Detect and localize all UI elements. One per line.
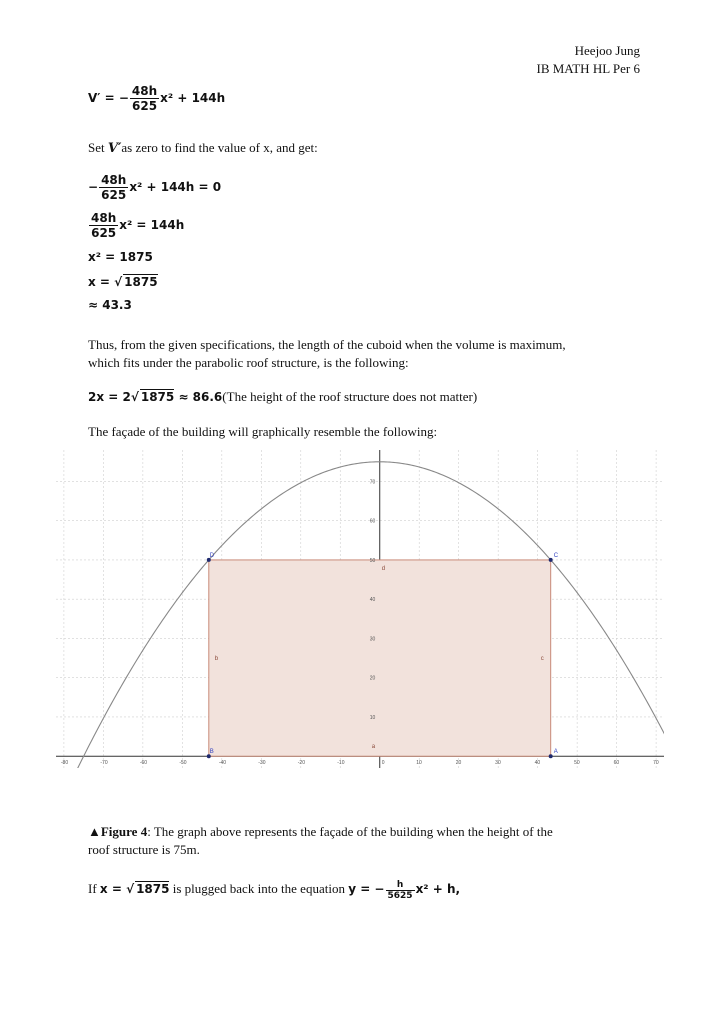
segment-label-a: a — [371, 744, 376, 751]
para-if-fraction — [386, 880, 415, 901]
figure-caption-line-1 — [88, 823, 553, 841]
eq-step2-fraction — [89, 211, 118, 240]
y-tick-label: 10 — [369, 714, 376, 721]
eq-step1-fraction — [99, 173, 128, 202]
x-tick-label: 70 — [653, 760, 659, 767]
paragraph-facade: The façade of the building will graphically resemble the following: — [88, 424, 438, 439]
equation-step-4 — [88, 274, 158, 289]
x-tick-label: 40 — [534, 760, 541, 767]
result-approx: ≈ 86.6 — [174, 390, 223, 404]
eq-vprime-rest: x² + 144h — [160, 91, 226, 105]
eq-vprime-den: 625 — [132, 99, 158, 113]
eq-step4-lhs: x = √ — [88, 275, 123, 289]
x-tick-label: -10 — [337, 760, 345, 767]
equation-step-3: x² = 1875 — [88, 250, 153, 264]
eq-vprime-num: 48h — [131, 84, 158, 98]
cuboid-rectangle — [209, 557, 551, 756]
segment-label-d: d — [381, 565, 386, 572]
y-tick-label: 60 — [369, 518, 376, 525]
segment-label-b: b — [214, 656, 219, 663]
x-tick-label: -50 — [179, 760, 187, 767]
x-tick-label: 60 — [613, 760, 620, 767]
figure-caption-text: : The graph above represents the façade of the building when the height of the — [147, 824, 553, 839]
point-a — [549, 754, 553, 758]
para-set-before: Set — [88, 140, 108, 155]
equation-v-prime — [88, 84, 225, 113]
eq-step1-lhs: − — [88, 180, 99, 194]
equation-step-5: ≈ 43.3 — [88, 298, 132, 312]
header-course: IB MATH HL Per 6 — [536, 61, 640, 76]
point-label-d: D — [209, 552, 215, 559]
eq-vprime-lhs: V′ = − — [88, 91, 129, 105]
origin-label: 0 — [381, 760, 385, 767]
para-if-mid: is plugged back into the equation — [169, 881, 349, 896]
y-tick-label: 70 — [369, 479, 376, 486]
y-tick-label: 40 — [369, 597, 376, 604]
figure-caption-line-2: roof structure is 75m. — [88, 842, 200, 857]
parabola-graph — [56, 450, 664, 768]
para-set-after: as zero to find the value of x, and get: — [121, 140, 318, 155]
y-tick-label: 20 — [369, 675, 376, 682]
eq-step4-radicand: 1875 — [124, 275, 158, 289]
page-header — [536, 42, 640, 78]
equation-step-1 — [88, 173, 221, 202]
eq-step1-rest: x² + 144h = 0 — [129, 180, 222, 194]
equation-step-2 — [88, 211, 184, 240]
eq-vprime-fraction — [130, 84, 159, 113]
point-c — [549, 558, 553, 562]
result-lhs: 2x = 2√ — [88, 390, 139, 404]
para-if-radicand: 1875 — [136, 882, 170, 896]
x-tick-label: 20 — [455, 760, 462, 767]
point-label-c: C — [553, 552, 559, 559]
result-radicand: 1875 — [140, 390, 175, 404]
eq-step2-rest: x² = 144h — [119, 218, 185, 232]
x-tick-label: -60 — [139, 760, 148, 767]
para-if-y-rest: x² + h, — [415, 882, 461, 896]
paragraph-set-zero — [88, 139, 318, 158]
para-set-symbol: V′ — [107, 141, 122, 156]
eq-step2-num: 48h — [91, 211, 117, 225]
para-if-den: 5625 — [387, 890, 413, 901]
figure-caption-marker: ▲Figure 4 — [88, 824, 148, 839]
x-tick-label: 30 — [495, 760, 501, 767]
point-label-a: A — [553, 749, 558, 756]
para-if-x-eq: x = √ — [99, 882, 135, 896]
y-tick-label: 50 — [369, 557, 376, 564]
x-tick-label: -40 — [218, 760, 227, 767]
paragraph-if-plugged — [88, 876, 460, 902]
paragraph-thus-line-1: Thus, from the given specifications, the length of the cuboid when the volume is maximum, — [88, 337, 566, 352]
y-tick-label: 30 — [369, 636, 376, 643]
point-label-b: B — [209, 749, 214, 756]
eq-step2-den: 625 — [91, 226, 117, 240]
eq-step1-num: 48h — [101, 173, 127, 187]
x-tick-label: 10 — [416, 760, 422, 767]
header-author: Heejoo Jung — [574, 43, 640, 58]
x-tick-label: -20 — [297, 760, 306, 767]
result-line — [88, 388, 477, 406]
paragraph-thus-line-2: which fits under the parabolic roof structure, is the following: — [88, 355, 409, 370]
eq-step1-den: 625 — [101, 188, 127, 202]
x-tick-label: -80 — [60, 760, 69, 767]
segment-label-c: c — [540, 656, 544, 663]
para-if-num: h — [386, 880, 415, 891]
x-tick-label: -30 — [258, 760, 266, 767]
para-if-before: If — [88, 881, 100, 896]
para-if-y-eq: y = − — [348, 882, 385, 896]
x-tick-label: 50 — [574, 760, 580, 767]
cuboid-rect-shape — [209, 557, 551, 756]
result-note: (The height of the roof structure does not matter) — [222, 389, 478, 404]
x-tick-label: -70 — [100, 760, 108, 767]
